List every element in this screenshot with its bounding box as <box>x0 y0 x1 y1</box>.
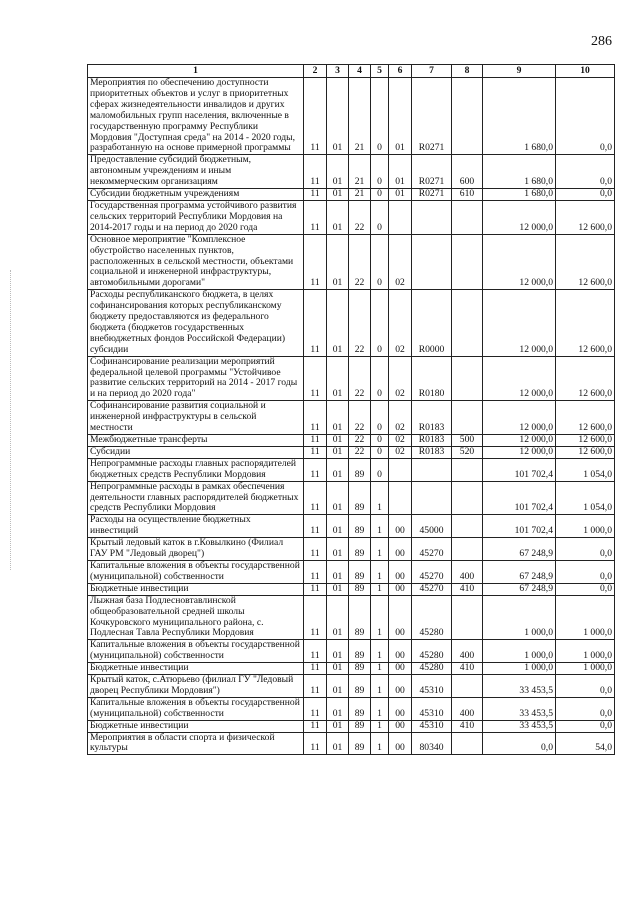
ministry-code-cell: 11 <box>304 435 327 447</box>
program-code-cell: 89 <box>349 560 371 583</box>
ministry-code-cell: 11 <box>304 446 327 458</box>
direction-code-cell <box>412 200 452 234</box>
item-name-cell: Расходы республиканского бюджета, в целях софинансирования которых республиканскому бюджету предоставляются из федерального бюджета (бюджетов государственных внебюджетных фондов Российской Федерации) субсидии <box>88 290 304 356</box>
program-code-cell: 21 <box>349 78 371 155</box>
direction-code-cell <box>412 481 452 515</box>
page-number: 286 <box>591 34 612 49</box>
expense-type-cell: 520 <box>452 446 483 458</box>
amount-year1-cell: 67 248,9 <box>483 560 556 583</box>
budget-table <box>87 64 615 755</box>
table-row <box>88 234 615 290</box>
column-header: 2 <box>304 65 327 78</box>
direction-code-cell: 45310 <box>412 675 452 698</box>
item-name-cell: Межбюджетные трансферты <box>88 435 304 447</box>
program-code-cell: 22 <box>349 446 371 458</box>
ministry-code-cell: 11 <box>304 78 327 155</box>
ministry-code-cell: 11 <box>304 697 327 720</box>
ministry-code-cell: 11 <box>304 401 327 435</box>
table-row <box>88 640 615 663</box>
subprogram-code-cell: 1 <box>371 538 389 561</box>
table-row <box>88 155 615 189</box>
subprogram-code-cell: 0 <box>371 446 389 458</box>
amount-year2-cell: 54,0 <box>556 732 615 755</box>
subprogram-code-cell: 1 <box>371 720 389 732</box>
amount-year2-cell: 1 054,0 <box>556 458 615 481</box>
expense-type-cell <box>452 290 483 356</box>
expense-type-cell <box>452 515 483 538</box>
column-header: 7 <box>412 65 452 78</box>
amount-year1-cell: 12 000,0 <box>483 401 556 435</box>
direction-code-cell <box>412 458 452 481</box>
event-code-cell <box>389 481 412 515</box>
event-code-cell: 02 <box>389 356 412 401</box>
item-name-cell: Непрограммные расходы главных распорядителей бюджетных средств Республики Мордовия <box>88 458 304 481</box>
amount-year2-cell: 0,0 <box>556 697 615 720</box>
item-name-cell: Бюджетные инвестиции <box>88 583 304 595</box>
table-row <box>88 538 615 561</box>
ministry-code-cell: 11 <box>304 732 327 755</box>
table-row <box>88 732 615 755</box>
amount-year2-cell: 0,0 <box>556 538 615 561</box>
direction-code-cell: 45270 <box>412 560 452 583</box>
item-name-cell: Мероприятия в области спорта и физической культуры <box>88 732 304 755</box>
amount-year2-cell: 1 000,0 <box>556 640 615 663</box>
expense-type-cell <box>452 675 483 698</box>
ministry-code-cell: 11 <box>304 189 327 201</box>
subprogram-code-cell: 1 <box>371 732 389 755</box>
amount-year2-cell: 0,0 <box>556 675 615 698</box>
table-row <box>88 675 615 698</box>
direction-code-cell: 45310 <box>412 720 452 732</box>
table-row <box>88 560 615 583</box>
amount-year2-cell: 0,0 <box>556 78 615 155</box>
amount-year2-cell: 12 600,0 <box>556 446 615 458</box>
section-code-cell: 01 <box>327 189 349 201</box>
subprogram-code-cell: 0 <box>371 401 389 435</box>
section-code-cell: 01 <box>327 356 349 401</box>
amount-year1-cell: 101 702,4 <box>483 481 556 515</box>
direction-code-cell: R0271 <box>412 78 452 155</box>
subprogram-code-cell: 0 <box>371 234 389 290</box>
section-code-cell: 01 <box>327 732 349 755</box>
ministry-code-cell: 11 <box>304 583 327 595</box>
section-code-cell: 01 <box>327 435 349 447</box>
program-code-cell: 22 <box>349 356 371 401</box>
amount-year2-cell: 0,0 <box>556 720 615 732</box>
program-code-cell: 89 <box>349 481 371 515</box>
ministry-code-cell: 11 <box>304 560 327 583</box>
direction-code-cell: 45270 <box>412 538 452 561</box>
program-code-cell: 89 <box>349 720 371 732</box>
program-code-cell: 89 <box>349 595 371 640</box>
event-code-cell: 00 <box>389 675 412 698</box>
section-code-cell: 01 <box>327 290 349 356</box>
event-code-cell: 01 <box>389 155 412 189</box>
table-row <box>88 401 615 435</box>
expense-type-cell <box>452 595 483 640</box>
amount-year2-cell: 1 000,0 <box>556 595 615 640</box>
ministry-code-cell: 11 <box>304 675 327 698</box>
expense-type-cell <box>452 538 483 561</box>
column-header: 1 <box>88 65 304 78</box>
amount-year1-cell: 33 453,5 <box>483 675 556 698</box>
program-code-cell: 22 <box>349 290 371 356</box>
expense-type-cell: 610 <box>452 189 483 201</box>
section-code-cell: 01 <box>327 234 349 290</box>
table-row <box>88 583 615 595</box>
section-code-cell: 01 <box>327 458 349 481</box>
program-code-cell: 89 <box>349 732 371 755</box>
subprogram-code-cell: 0 <box>371 356 389 401</box>
item-name-cell: Капитальные вложения в объекты государственной (муниципальной) собственности <box>88 640 304 663</box>
subprogram-code-cell: 1 <box>371 663 389 675</box>
section-code-cell: 01 <box>327 78 349 155</box>
subprogram-code-cell: 1 <box>371 640 389 663</box>
item-name-cell: Бюджетные инвестиции <box>88 720 304 732</box>
expense-type-cell <box>452 356 483 401</box>
item-name-cell: Государственная программа устойчивого развития сельских территорий Республики Мордовия на 2014-2017 годы и на период до 2020 года <box>88 200 304 234</box>
column-header: 6 <box>389 65 412 78</box>
section-code-cell: 01 <box>327 515 349 538</box>
subprogram-code-cell: 0 <box>371 155 389 189</box>
program-code-cell: 89 <box>349 697 371 720</box>
amount-year2-cell: 0,0 <box>556 189 615 201</box>
direction-code-cell: 45280 <box>412 595 452 640</box>
ministry-code-cell: 11 <box>304 200 327 234</box>
event-code-cell <box>389 458 412 481</box>
event-code-cell: 00 <box>389 720 412 732</box>
subprogram-code-cell: 1 <box>371 697 389 720</box>
item-name-cell: Лыжная база Подлесновтавлинской общеобразовательной средней школы Кочкуровского муниципального района, с. Подлесная Тавла Республики Мордовия <box>88 595 304 640</box>
amount-year1-cell: 12 000,0 <box>483 356 556 401</box>
section-code-cell: 01 <box>327 663 349 675</box>
table-row <box>88 663 615 675</box>
direction-code-cell: 45280 <box>412 640 452 663</box>
subprogram-code-cell: 1 <box>371 675 389 698</box>
event-code-cell: 00 <box>389 595 412 640</box>
section-code-cell: 01 <box>327 401 349 435</box>
section-code-cell: 01 <box>327 675 349 698</box>
expense-type-cell <box>452 78 483 155</box>
amount-year2-cell: 12 600,0 <box>556 290 615 356</box>
ministry-code-cell: 11 <box>304 640 327 663</box>
amount-year1-cell: 12 000,0 <box>483 200 556 234</box>
section-code-cell: 01 <box>327 595 349 640</box>
subprogram-code-cell: 1 <box>371 583 389 595</box>
amount-year1-cell: 1 680,0 <box>483 189 556 201</box>
item-name-cell: Мероприятия по обеспечению доступности приоритетных объектов и услуг в приоритетных сферах жизнедеятельности инвалидов и других маломобильных групп населения, включенные в государственную программу Республики Мордовия "Доступная среда" на 2014 - 2020 годы, разработанную на основе примерной программы <box>88 78 304 155</box>
event-code-cell: 00 <box>389 515 412 538</box>
amount-year1-cell: 101 702,4 <box>483 458 556 481</box>
section-code-cell: 01 <box>327 538 349 561</box>
amount-year2-cell: 1 054,0 <box>556 481 615 515</box>
event-code-cell: 02 <box>389 401 412 435</box>
amount-year2-cell: 1 000,0 <box>556 663 615 675</box>
event-code-cell <box>389 200 412 234</box>
expense-type-cell <box>452 200 483 234</box>
column-header: 3 <box>327 65 349 78</box>
section-code-cell: 01 <box>327 583 349 595</box>
item-name-cell: Субсидии бюджетным учреждениям <box>88 189 304 201</box>
ministry-code-cell: 11 <box>304 234 327 290</box>
table-row <box>88 515 615 538</box>
item-name-cell: Крытый ледовый каток в г.Ковылкино (Филиал ГАУ РМ "Ледовый дворец") <box>88 538 304 561</box>
event-code-cell: 00 <box>389 732 412 755</box>
direction-code-cell: 45270 <box>412 583 452 595</box>
item-name-cell: Непрограммные расходы в рамках обеспечения деятельности главных распорядителей бюджетных средств Республики Мордовия <box>88 481 304 515</box>
event-code-cell: 02 <box>389 234 412 290</box>
amount-year1-cell: 33 453,5 <box>483 697 556 720</box>
amount-year2-cell: 0,0 <box>556 155 615 189</box>
amount-year1-cell: 1 000,0 <box>483 640 556 663</box>
table-body <box>88 78 615 755</box>
amount-year1-cell: 101 702,4 <box>483 515 556 538</box>
event-code-cell: 00 <box>389 640 412 663</box>
subprogram-code-cell: 0 <box>371 200 389 234</box>
table-row <box>88 481 615 515</box>
item-name-cell: Основное мероприятие "Комплексное обустройство населенных пунктов, расположенных в сельской местности, объектами социальной и инженерной инфраструктуры, автомобильными дорогами" <box>88 234 304 290</box>
table-row <box>88 435 615 447</box>
amount-year2-cell: 12 600,0 <box>556 401 615 435</box>
direction-code-cell: 45000 <box>412 515 452 538</box>
event-code-cell: 00 <box>389 538 412 561</box>
expense-type-cell <box>452 458 483 481</box>
table-row <box>88 595 615 640</box>
expense-type-cell <box>452 234 483 290</box>
amount-year1-cell: 1 680,0 <box>483 78 556 155</box>
table-row <box>88 78 615 155</box>
amount-year2-cell: 12 600,0 <box>556 435 615 447</box>
section-code-cell: 01 <box>327 560 349 583</box>
section-code-cell: 01 <box>327 640 349 663</box>
section-code-cell: 01 <box>327 720 349 732</box>
table-row <box>88 697 615 720</box>
amount-year1-cell: 33 453,5 <box>483 720 556 732</box>
program-code-cell: 89 <box>349 583 371 595</box>
table-row <box>88 356 615 401</box>
subprogram-code-cell: 0 <box>371 435 389 447</box>
direction-code-cell <box>412 234 452 290</box>
subprogram-code-cell: 0 <box>371 189 389 201</box>
ministry-code-cell: 11 <box>304 515 327 538</box>
expense-type-cell: 400 <box>452 640 483 663</box>
expense-type-cell: 410 <box>452 720 483 732</box>
amount-year1-cell: 12 000,0 <box>483 234 556 290</box>
amount-year2-cell: 1 000,0 <box>556 515 615 538</box>
program-code-cell: 89 <box>349 538 371 561</box>
ministry-code-cell: 11 <box>304 538 327 561</box>
subprogram-code-cell: 0 <box>371 290 389 356</box>
column-header: 10 <box>556 65 615 78</box>
program-code-cell: 89 <box>349 675 371 698</box>
direction-code-cell: R0000 <box>412 290 452 356</box>
amount-year1-cell: 67 248,9 <box>483 538 556 561</box>
event-code-cell: 00 <box>389 663 412 675</box>
item-name-cell: Капитальные вложения в объекты государственной (муниципальной) собственности <box>88 697 304 720</box>
amount-year1-cell: 0,0 <box>483 732 556 755</box>
ministry-code-cell: 11 <box>304 356 327 401</box>
margin-mark <box>10 270 12 570</box>
direction-code-cell: 80340 <box>412 732 452 755</box>
direction-code-cell: 45280 <box>412 663 452 675</box>
program-code-cell: 89 <box>349 640 371 663</box>
expense-type-cell: 400 <box>452 560 483 583</box>
table-row <box>88 200 615 234</box>
amount-year1-cell: 12 000,0 <box>483 290 556 356</box>
item-name-cell: Софинансирование развития социальной и инженерной инфраструктуры в сельской местности <box>88 401 304 435</box>
program-code-cell: 89 <box>349 663 371 675</box>
expense-type-cell <box>452 481 483 515</box>
subprogram-code-cell: 1 <box>371 560 389 583</box>
expense-type-cell <box>452 401 483 435</box>
subprogram-code-cell: 1 <box>371 595 389 640</box>
section-code-cell: 01 <box>327 481 349 515</box>
amount-year1-cell: 1 000,0 <box>483 663 556 675</box>
column-header: 5 <box>371 65 389 78</box>
expense-type-cell: 410 <box>452 583 483 595</box>
program-code-cell: 22 <box>349 435 371 447</box>
event-code-cell: 01 <box>389 189 412 201</box>
event-code-cell: 00 <box>389 697 412 720</box>
ministry-code-cell: 11 <box>304 595 327 640</box>
amount-year1-cell: 67 248,9 <box>483 583 556 595</box>
table-row <box>88 446 615 458</box>
event-code-cell: 02 <box>389 290 412 356</box>
amount-year2-cell: 12 600,0 <box>556 234 615 290</box>
event-code-cell: 02 <box>389 446 412 458</box>
program-code-cell: 22 <box>349 234 371 290</box>
ministry-code-cell: 11 <box>304 155 327 189</box>
event-code-cell: 00 <box>389 560 412 583</box>
column-header: 4 <box>349 65 371 78</box>
program-code-cell: 89 <box>349 515 371 538</box>
section-code-cell: 01 <box>327 200 349 234</box>
direction-code-cell: R0180 <box>412 356 452 401</box>
ministry-code-cell: 11 <box>304 290 327 356</box>
program-code-cell: 22 <box>349 401 371 435</box>
amount-year2-cell: 12 600,0 <box>556 356 615 401</box>
table-row <box>88 290 615 356</box>
expense-type-cell: 410 <box>452 663 483 675</box>
subprogram-code-cell: 0 <box>371 78 389 155</box>
item-name-cell: Капитальные вложения в объекты государственной (муниципальной) собственности <box>88 560 304 583</box>
header-row <box>88 65 615 78</box>
ministry-code-cell: 11 <box>304 663 327 675</box>
direction-code-cell: R0183 <box>412 446 452 458</box>
table-row <box>88 720 615 732</box>
amount-year2-cell: 0,0 <box>556 583 615 595</box>
section-code-cell: 01 <box>327 697 349 720</box>
direction-code-cell: R0183 <box>412 435 452 447</box>
column-header: 8 <box>452 65 483 78</box>
item-name-cell: Крытый каток, с.Атюрьево (филиал ГУ "Ледовый дворец Республики Мордовия") <box>88 675 304 698</box>
item-name-cell: Субсидии <box>88 446 304 458</box>
amount-year2-cell: 0,0 <box>556 560 615 583</box>
item-name-cell: Софинансирование реализации мероприятий федеральной целевой программы "Устойчивое развитие сельских территорий на 2014 - 2017 годы и на период до 2020 года" <box>88 356 304 401</box>
section-code-cell: 01 <box>327 155 349 189</box>
event-code-cell: 01 <box>389 78 412 155</box>
table-row <box>88 189 615 201</box>
item-name-cell: Предоставление субсидий бюджетным, автономным учреждениям и иным некоммерческим организациям <box>88 155 304 189</box>
item-name-cell: Расходы на осуществление бюджетных инвестиций <box>88 515 304 538</box>
expense-type-cell <box>452 732 483 755</box>
direction-code-cell: 45310 <box>412 697 452 720</box>
program-code-cell: 21 <box>349 155 371 189</box>
program-code-cell: 21 <box>349 189 371 201</box>
program-code-cell: 89 <box>349 458 371 481</box>
event-code-cell: 00 <box>389 583 412 595</box>
program-code-cell: 22 <box>349 200 371 234</box>
amount-year1-cell: 1 680,0 <box>483 155 556 189</box>
event-code-cell: 02 <box>389 435 412 447</box>
ministry-code-cell: 11 <box>304 720 327 732</box>
item-name-cell: Бюджетные инвестиции <box>88 663 304 675</box>
ministry-code-cell: 11 <box>304 481 327 515</box>
expense-type-cell: 600 <box>452 155 483 189</box>
amount-year1-cell: 12 000,0 <box>483 435 556 447</box>
amount-year1-cell: 12 000,0 <box>483 446 556 458</box>
expense-type-cell: 400 <box>452 697 483 720</box>
section-code-cell: 01 <box>327 446 349 458</box>
subprogram-code-cell: 1 <box>371 515 389 538</box>
amount-year1-cell: 1 000,0 <box>483 595 556 640</box>
direction-code-cell: R0271 <box>412 189 452 201</box>
column-header: 9 <box>483 65 556 78</box>
table-row <box>88 458 615 481</box>
direction-code-cell: R0271 <box>412 155 452 189</box>
amount-year2-cell: 12 600,0 <box>556 200 615 234</box>
subprogram-code-cell: 1 <box>371 481 389 515</box>
subprogram-code-cell: 0 <box>371 458 389 481</box>
expense-type-cell: 500 <box>452 435 483 447</box>
direction-code-cell: R0183 <box>412 401 452 435</box>
ministry-code-cell: 11 <box>304 458 327 481</box>
